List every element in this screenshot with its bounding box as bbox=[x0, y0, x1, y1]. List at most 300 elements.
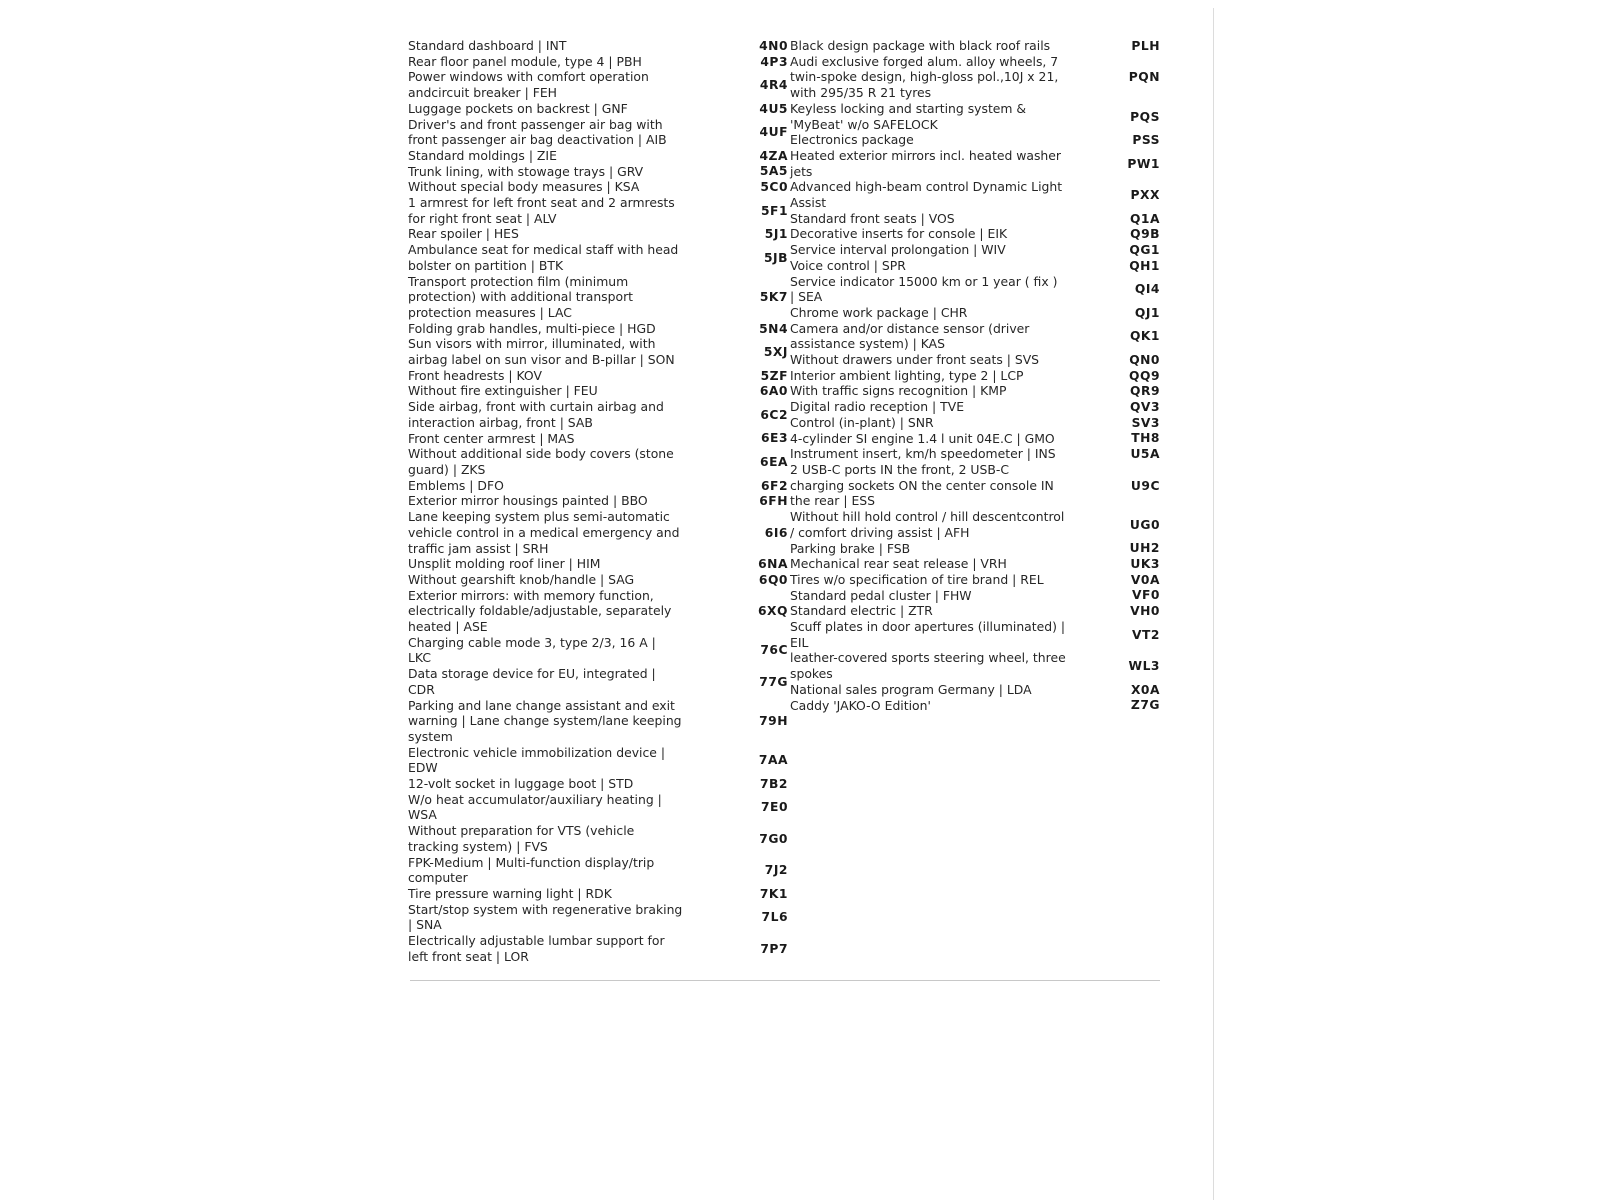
option-description-line: Power windows with comfort operation bbox=[408, 69, 649, 85]
option-row bbox=[408, 179, 788, 195]
option-description-line: twin-spoke design, high-gloss pol.,10J x 21, bbox=[790, 69, 1059, 85]
option-description-line: Standard dashboard | INT bbox=[408, 38, 567, 53]
option-code: 6XQ bbox=[758, 604, 788, 619]
option-description bbox=[408, 195, 708, 226]
option-description-line: Caddy 'JAKO-O Edition' bbox=[790, 697, 931, 713]
option-description-line: Without fire extinguisher | FEU bbox=[408, 383, 598, 399]
option-code: 76C bbox=[760, 643, 788, 658]
option-description-line: Parking brake | FSB bbox=[790, 540, 911, 556]
option-description-line: left front seat | LOR bbox=[408, 948, 529, 964]
option-code: QG1 bbox=[1129, 242, 1160, 257]
option-code: 5A5 bbox=[759, 164, 788, 179]
option-description bbox=[790, 211, 1090, 227]
option-description bbox=[790, 619, 1090, 650]
option-description bbox=[408, 823, 708, 854]
option-description bbox=[790, 588, 1090, 604]
option-code: 6I6 bbox=[764, 525, 788, 540]
option-description-line: leather-covered sports steering wheel, three bbox=[790, 650, 1066, 666]
option-description bbox=[408, 101, 708, 117]
option-description bbox=[790, 383, 1090, 399]
option-description-line: Folding grab handles, multi-piece | HGD bbox=[408, 320, 656, 336]
option-description-line: 1 armrest for left front seat and 2 armrests bbox=[408, 195, 675, 211]
option-description-line: FPK-Medium | Multi-function display/trip bbox=[408, 854, 655, 870]
option-row bbox=[790, 399, 1160, 415]
option-description bbox=[408, 666, 708, 697]
option-description bbox=[790, 274, 1090, 305]
right-option-column bbox=[790, 38, 1160, 713]
option-description-line: computer bbox=[408, 870, 468, 886]
option-row bbox=[790, 462, 1160, 509]
option-description-line: Tire pressure warning light | RDK bbox=[408, 885, 612, 901]
option-row bbox=[408, 556, 788, 572]
option-code: 4U5 bbox=[759, 101, 788, 116]
option-code: V0A bbox=[1130, 572, 1160, 587]
option-code: 5F1 bbox=[760, 203, 788, 218]
option-description-line: Audi exclusive forged alum. alloy wheels, 7 bbox=[790, 53, 1059, 69]
option-description bbox=[790, 650, 1090, 681]
option-row bbox=[408, 321, 788, 337]
option-description-line: Rear spoiler | HES bbox=[408, 226, 519, 242]
option-row bbox=[790, 446, 1160, 462]
option-description-line: Without additional side body covers (stone bbox=[408, 446, 674, 462]
option-code: 5JB bbox=[763, 250, 788, 265]
option-row bbox=[790, 179, 1160, 210]
left-option-column bbox=[408, 38, 788, 964]
option-row bbox=[790, 352, 1160, 368]
option-row bbox=[790, 226, 1160, 242]
option-description bbox=[408, 431, 708, 447]
option-code: 6FH bbox=[759, 494, 788, 509]
option-description bbox=[790, 462, 1090, 509]
option-row bbox=[408, 274, 788, 321]
option-description-line: warning | Lane change system/lane keeping bbox=[408, 713, 682, 729]
option-description bbox=[790, 258, 1090, 274]
option-code: 7L6 bbox=[761, 910, 788, 925]
option-description-line: Digital radio reception | TVE bbox=[790, 399, 965, 415]
option-description bbox=[790, 603, 1090, 619]
option-description-line: Service indicator 15000 km or 1 year ( fix ) bbox=[790, 273, 1058, 289]
option-description bbox=[408, 242, 708, 273]
option-description bbox=[790, 541, 1090, 557]
option-description bbox=[790, 698, 1090, 714]
option-code: PLH bbox=[1131, 38, 1160, 53]
option-description-line: Front headrests | KOV bbox=[408, 367, 542, 383]
option-description-line: Camera and/or distance sensor (driver bbox=[790, 320, 1030, 336]
option-description-line: With traffic signs recognition | KMP bbox=[790, 383, 1007, 399]
option-description-line: LKC bbox=[408, 650, 432, 666]
option-code: PW1 bbox=[1127, 156, 1160, 171]
option-code: 7B2 bbox=[760, 776, 788, 791]
option-description-line: EDW bbox=[408, 760, 438, 776]
option-row bbox=[408, 164, 788, 180]
option-row bbox=[790, 509, 1160, 540]
option-description-line: 4-cylinder SI engine 1.4 l unit 04E.C | GMO bbox=[790, 430, 1055, 446]
option-description-line: interaction airbag, front | SAB bbox=[408, 414, 593, 430]
option-description bbox=[790, 572, 1090, 588]
option-row bbox=[790, 101, 1160, 132]
option-description-line: Start/stop system with regenerative braking bbox=[408, 901, 683, 917]
option-description-line: Trunk lining, with stowage trays | GRV bbox=[408, 163, 644, 179]
option-description-line: Voice control | SPR bbox=[790, 257, 906, 273]
option-description-line: Transport protection film (minimum bbox=[408, 273, 629, 289]
option-code: 7G0 bbox=[759, 831, 788, 846]
option-row bbox=[790, 274, 1160, 305]
option-description-line: Standard pedal cluster | FHW bbox=[790, 587, 972, 603]
option-code: WL3 bbox=[1128, 659, 1160, 674]
option-description bbox=[408, 588, 708, 635]
option-description bbox=[408, 572, 708, 588]
option-row bbox=[790, 603, 1160, 619]
option-description-line: Without special body measures | KSA bbox=[408, 179, 640, 195]
option-code: QK1 bbox=[1129, 329, 1160, 344]
option-code: UK3 bbox=[1130, 557, 1160, 572]
option-row bbox=[408, 431, 788, 447]
option-row bbox=[408, 368, 788, 384]
option-description-line: Assist bbox=[790, 195, 827, 211]
option-row bbox=[790, 211, 1160, 227]
option-row bbox=[790, 541, 1160, 557]
option-description bbox=[790, 446, 1090, 462]
option-description bbox=[790, 431, 1090, 447]
option-description-line: andcircuit breaker | FEH bbox=[408, 85, 557, 101]
option-code: 79H bbox=[759, 714, 788, 729]
option-row bbox=[790, 619, 1160, 650]
option-description bbox=[408, 886, 708, 902]
option-description-line: Exterior mirrors: with memory function, bbox=[408, 587, 654, 603]
option-description bbox=[790, 556, 1090, 572]
option-code: 6EA bbox=[760, 454, 788, 469]
option-row bbox=[790, 305, 1160, 321]
option-code: PQN bbox=[1128, 70, 1160, 85]
option-row bbox=[790, 54, 1160, 101]
option-row bbox=[790, 258, 1160, 274]
option-code: QJ1 bbox=[1134, 305, 1160, 320]
option-description bbox=[408, 855, 708, 886]
option-row bbox=[408, 776, 788, 792]
option-description bbox=[790, 321, 1090, 352]
option-row bbox=[408, 745, 788, 776]
option-description-line: Luggage pockets on backrest | GNF bbox=[408, 100, 628, 116]
option-row bbox=[408, 588, 788, 635]
option-description-line: Black design package with black roof rails bbox=[790, 38, 1051, 53]
option-code: 6NA bbox=[758, 557, 788, 572]
option-description bbox=[408, 54, 708, 70]
option-row bbox=[790, 383, 1160, 399]
option-description-line: 2 USB-C ports IN the front, 2 USB-C bbox=[790, 461, 1009, 477]
option-description-line: Exterior mirror housings painted | BBO bbox=[408, 493, 648, 509]
option-description bbox=[408, 745, 708, 776]
option-description bbox=[790, 399, 1090, 415]
option-description bbox=[790, 179, 1090, 210]
option-code: X0A bbox=[1130, 682, 1160, 697]
option-description bbox=[790, 226, 1090, 242]
option-description-line: Mechanical rear seat release | VRH bbox=[790, 556, 1007, 572]
option-description bbox=[408, 274, 708, 321]
option-code: 77G bbox=[759, 674, 788, 689]
option-description-line: heated | ASE bbox=[408, 619, 488, 635]
option-description-line: Standard front seats | VOS bbox=[790, 210, 955, 226]
option-code: VF0 bbox=[1132, 588, 1160, 603]
option-row bbox=[408, 117, 788, 148]
option-description-line: Without gearshift knob/handle | SAG bbox=[408, 571, 635, 587]
option-description bbox=[408, 446, 708, 477]
option-code: VT2 bbox=[1132, 627, 1160, 642]
option-row bbox=[408, 792, 788, 823]
option-code: 5N4 bbox=[759, 321, 788, 336]
option-row bbox=[408, 242, 788, 273]
option-code: VH0 bbox=[1130, 604, 1160, 619]
option-description-line: WSA bbox=[408, 807, 437, 823]
option-description-line: system bbox=[408, 728, 453, 744]
option-code: UH2 bbox=[1129, 541, 1160, 556]
option-code: 4ZA bbox=[759, 148, 788, 163]
option-description-line: Electrically adjustable lumbar support for bbox=[408, 933, 665, 949]
option-description bbox=[790, 305, 1090, 321]
option-code: 7K1 bbox=[759, 886, 788, 901]
option-code: 6F2 bbox=[760, 478, 788, 493]
option-row bbox=[408, 493, 788, 509]
option-description bbox=[408, 776, 708, 792]
option-description-line: Control (in-plant) | SNR bbox=[790, 414, 934, 430]
bottom-divider bbox=[410, 980, 1160, 981]
option-code: 5XJ bbox=[763, 345, 788, 360]
option-code: PQS bbox=[1130, 109, 1160, 124]
page-edge bbox=[1213, 8, 1214, 1200]
option-description-line: Advanced high-beam control Dynamic Light bbox=[790, 179, 1063, 195]
option-description-line: EIL bbox=[790, 634, 809, 650]
option-description bbox=[408, 336, 708, 367]
option-code: UG0 bbox=[1129, 517, 1160, 532]
option-code: 7AA bbox=[758, 753, 788, 768]
option-description-line: traffic jam assist | SRH bbox=[408, 540, 549, 556]
option-description bbox=[408, 179, 708, 195]
option-row bbox=[408, 148, 788, 164]
option-description-line: for right front seat | ALV bbox=[408, 210, 557, 226]
option-code: Z7G bbox=[1130, 698, 1160, 713]
option-description-line: National sales program Germany | LDA bbox=[790, 681, 1032, 697]
option-row bbox=[790, 698, 1160, 714]
option-code: QN0 bbox=[1129, 352, 1160, 367]
option-description-line: Ambulance seat for medical staff with head bbox=[408, 242, 679, 258]
option-row bbox=[790, 415, 1160, 431]
option-row bbox=[408, 823, 788, 854]
option-description-line: Instrument insert, km/h speedometer | INS bbox=[790, 446, 1056, 462]
option-row bbox=[408, 666, 788, 697]
option-description bbox=[408, 69, 708, 100]
option-row bbox=[790, 132, 1160, 148]
option-code: 4UF bbox=[759, 125, 788, 140]
option-description-line: Without drawers under front seats | SVS bbox=[790, 352, 1040, 368]
option-row bbox=[408, 54, 788, 70]
option-description-line: tracking system) | FVS bbox=[408, 838, 548, 854]
option-code: SV3 bbox=[1131, 415, 1160, 430]
option-description bbox=[408, 368, 708, 384]
option-code: 4N0 bbox=[759, 38, 788, 53]
option-description-line: Interior ambient lighting, type 2 | LCP bbox=[790, 367, 1024, 383]
option-description-line: Unsplit molding roof liner | HIM bbox=[408, 556, 601, 572]
option-description bbox=[790, 368, 1090, 384]
option-description-line: Front center armrest | MAS bbox=[408, 430, 575, 446]
option-code: 6A0 bbox=[759, 384, 788, 399]
option-code: 5J1 bbox=[764, 227, 788, 242]
option-description-line: electrically foldable/adjustable, separately bbox=[408, 603, 672, 619]
option-code: U5A bbox=[1130, 447, 1160, 462]
option-code: 6E3 bbox=[760, 431, 788, 446]
option-description-line: airbag label on sun visor and B-pillar | SON bbox=[408, 352, 675, 368]
option-description bbox=[408, 383, 708, 399]
option-description bbox=[790, 509, 1090, 540]
option-row bbox=[408, 38, 788, 54]
option-description-line: Heated exterior mirrors incl. heated washer bbox=[790, 147, 1062, 163]
option-description bbox=[408, 148, 708, 164]
option-description bbox=[408, 556, 708, 572]
option-description bbox=[408, 635, 708, 666]
option-description-line: Lane keeping system plus semi-automatic bbox=[408, 509, 670, 525]
option-description bbox=[408, 902, 708, 933]
option-row bbox=[408, 195, 788, 226]
option-description-line: Without hill hold control / hill descentcontrol bbox=[790, 509, 1065, 525]
option-description-line: Emblems | DFO bbox=[408, 477, 504, 493]
option-code: 7E0 bbox=[760, 800, 788, 815]
option-code: 5K7 bbox=[759, 290, 788, 305]
option-row bbox=[790, 242, 1160, 258]
option-description bbox=[408, 509, 708, 556]
option-description-line: protection measures | LAC bbox=[408, 304, 572, 320]
option-row bbox=[408, 933, 788, 964]
option-row bbox=[408, 698, 788, 745]
option-code: QI4 bbox=[1134, 282, 1160, 297]
option-row bbox=[408, 855, 788, 886]
option-code: PSS bbox=[1132, 133, 1160, 148]
option-row bbox=[408, 399, 788, 430]
option-code: Q1A bbox=[1129, 211, 1160, 226]
option-code: 7J2 bbox=[764, 863, 788, 878]
option-description-line: front passenger air bag deactivation | AIB bbox=[408, 132, 667, 148]
option-description bbox=[790, 132, 1090, 148]
option-description-line: with 295/35 R 21 tyres bbox=[790, 85, 932, 101]
option-row bbox=[408, 902, 788, 933]
option-code: U9C bbox=[1130, 478, 1160, 493]
option-description-line: Sun visors with mirror, illuminated, with bbox=[408, 336, 656, 352]
option-code: 5ZF bbox=[760, 368, 788, 383]
option-code: QH1 bbox=[1129, 258, 1160, 273]
option-description-line: Side airbag, front with curtain airbag and bbox=[408, 399, 664, 415]
option-description-line: charging sockets ON the center console IN bbox=[790, 477, 1054, 493]
option-row bbox=[790, 38, 1160, 54]
option-description bbox=[408, 117, 708, 148]
option-row bbox=[408, 446, 788, 477]
option-description-line: | SEA bbox=[790, 289, 823, 305]
option-description-line: protection) with additional transport bbox=[408, 289, 634, 305]
option-code: Q9B bbox=[1130, 227, 1160, 242]
option-description-line: the rear | ESS bbox=[790, 493, 876, 509]
option-code: PXX bbox=[1130, 188, 1160, 203]
option-description-line: CDR bbox=[408, 681, 435, 697]
option-description-line: Data storage device for EU, integrated | bbox=[408, 666, 656, 682]
option-code: QQ9 bbox=[1129, 368, 1160, 383]
option-row bbox=[790, 556, 1160, 572]
option-description bbox=[408, 698, 708, 745]
option-row bbox=[408, 226, 788, 242]
option-description-line: bolster on partition | BTK bbox=[408, 257, 564, 273]
option-description-line: guard) | ZKS bbox=[408, 461, 486, 477]
option-description-line: vehicle control in a medical emergency and bbox=[408, 524, 680, 540]
option-description bbox=[408, 792, 708, 823]
option-description-line: spokes bbox=[790, 666, 833, 682]
option-description-line: 12-volt socket in luggage boot | STD bbox=[408, 776, 634, 792]
option-description-line: jets bbox=[790, 163, 813, 179]
option-description-line: Chrome work package | CHR bbox=[790, 304, 968, 320]
option-description-line: Scuff plates in door apertures (illuminated) | bbox=[790, 619, 1066, 635]
option-description-line: Standard electric | ZTR bbox=[790, 603, 933, 619]
option-description-line: | SNA bbox=[408, 917, 442, 933]
option-row bbox=[408, 69, 788, 100]
option-row bbox=[408, 101, 788, 117]
option-code: 6C2 bbox=[760, 407, 788, 422]
option-description-line: Driver's and front passenger air bag with bbox=[408, 116, 663, 132]
option-row bbox=[790, 321, 1160, 352]
option-row bbox=[408, 635, 788, 666]
option-row bbox=[408, 509, 788, 556]
option-description bbox=[408, 226, 708, 242]
option-description-line: assistance system) | KAS bbox=[790, 336, 946, 352]
option-description-line: Parking and lane change assistant and exit bbox=[408, 697, 675, 713]
option-description-line: Standard moldings | ZIE bbox=[408, 147, 557, 163]
option-description bbox=[790, 415, 1090, 431]
option-description-line: Without preparation for VTS (vehicle bbox=[408, 823, 635, 839]
option-description bbox=[408, 399, 708, 430]
option-description bbox=[790, 54, 1090, 101]
option-description bbox=[408, 321, 708, 337]
option-description-line: Electronics package bbox=[790, 132, 914, 148]
option-row bbox=[790, 431, 1160, 447]
option-code: 4R4 bbox=[759, 78, 788, 93]
option-row bbox=[790, 572, 1160, 588]
option-description-line: Keyless locking and starting system & bbox=[790, 100, 1027, 116]
option-row bbox=[408, 478, 788, 494]
option-row bbox=[408, 886, 788, 902]
option-code: 7P7 bbox=[760, 941, 788, 956]
option-description-line: / comfort driving assist | AFH bbox=[790, 524, 970, 540]
option-description-line: Electronic vehicle immobilization device | bbox=[408, 744, 666, 760]
option-description bbox=[408, 164, 708, 180]
option-description-line: W/o heat accumulator/auxiliary heating | bbox=[408, 791, 662, 807]
option-description bbox=[408, 38, 708, 54]
option-row bbox=[408, 383, 788, 399]
option-description-line: 'MyBeat' w/o SAFELOCK bbox=[790, 116, 938, 132]
option-description bbox=[790, 682, 1090, 698]
option-row bbox=[790, 148, 1160, 179]
option-description-line: Rear floor panel module, type 4 | PBH bbox=[408, 53, 642, 69]
option-code: 4P3 bbox=[760, 54, 788, 69]
option-code: QV3 bbox=[1129, 400, 1160, 415]
option-row bbox=[790, 588, 1160, 604]
option-description bbox=[790, 352, 1090, 368]
option-code: 5C0 bbox=[760, 180, 788, 195]
option-code: 6Q0 bbox=[758, 572, 788, 587]
option-row bbox=[790, 650, 1160, 681]
option-row bbox=[790, 682, 1160, 698]
option-code: QR9 bbox=[1130, 384, 1160, 399]
option-row bbox=[790, 368, 1160, 384]
option-description bbox=[790, 242, 1090, 258]
option-description bbox=[408, 493, 708, 509]
option-row bbox=[408, 336, 788, 367]
option-description-line: Decorative inserts for console | EIK bbox=[790, 226, 1008, 242]
option-description-line: Charging cable mode 3, type 2/3, 16 A | bbox=[408, 634, 656, 650]
option-description-line: Service interval prolongation | WIV bbox=[790, 242, 1006, 258]
option-description bbox=[790, 148, 1090, 179]
